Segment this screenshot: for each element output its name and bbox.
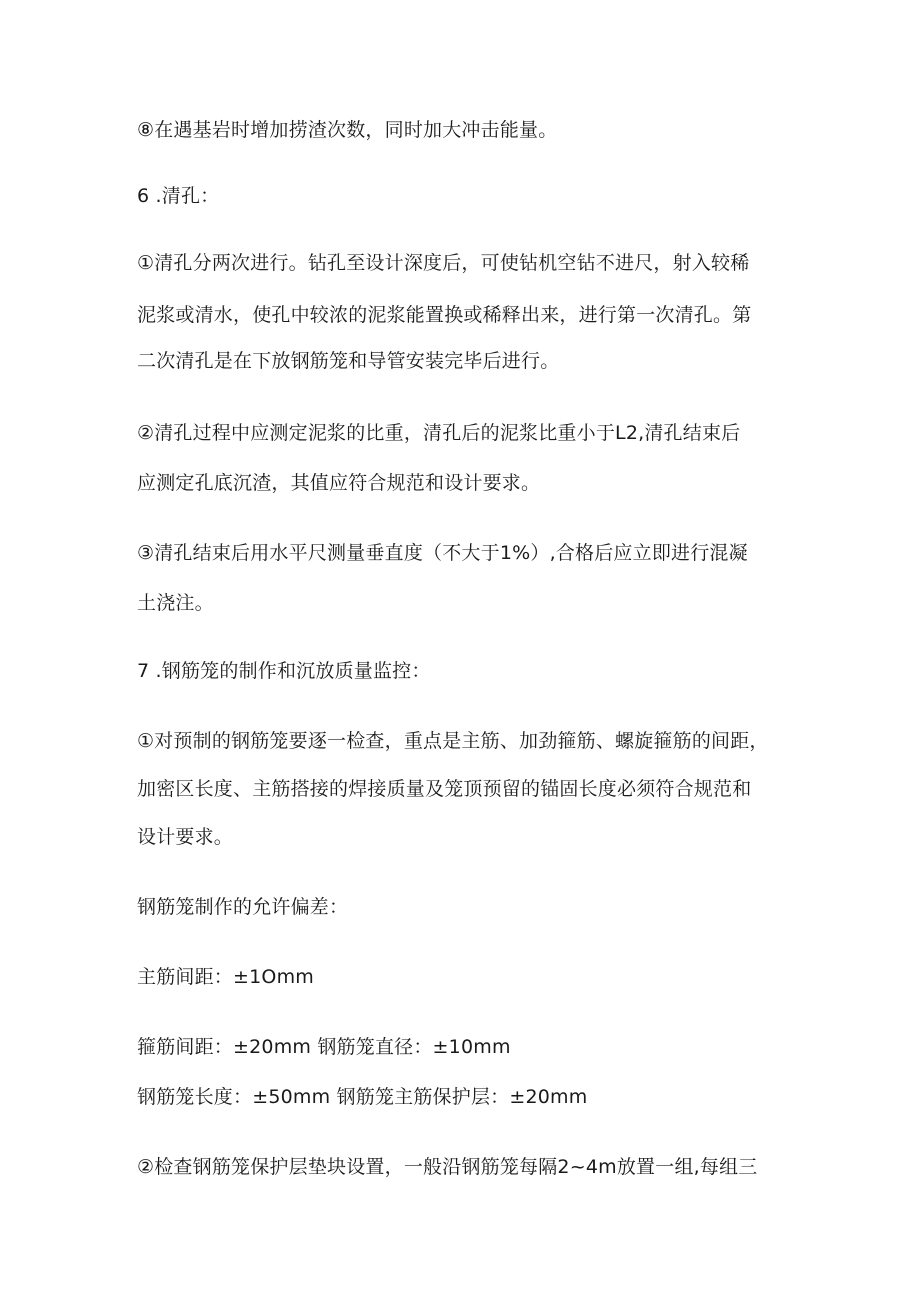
section-heading-hole-cleaning: 6 .清孔：: [137, 185, 220, 207]
tolerance-stirrup-diameter: 箍筋间距：±20mm 钢筋笼直径：±10mm: [137, 1036, 511, 1058]
paragraph-line-cleaning-1a: ①清孔分两次进行。钻孔至设计深度后，可使钻机空钻不进尺，射入较稀: [137, 252, 750, 274]
paragraph-line-cleaning-3b: 土浇注。: [137, 592, 214, 614]
paragraph-line-cleaning-2a: ②清孔过程中应测定泥浆的比重，清孔后的泥浆比重小于L2,清孔结束后: [137, 422, 741, 444]
paragraph-line-cleaning-1b: 泥浆或清水，使孔中较浓的泥浆能置换或稀释出来，进行第一次清孔。第: [137, 304, 752, 326]
paragraph-line-cleaning-1c: 二次清孔是在下放钢筋笼和导管安装完毕后进行。: [137, 350, 560, 372]
paragraph-line-rebar-1c: 设计要求。: [137, 826, 234, 848]
tolerance-main-bar-spacing: 主筋间距：±1Omm: [137, 966, 314, 988]
tolerance-length-cover: 钢筋笼长度：±50mm 钢筋笼主筋保护层：±20mm: [137, 1086, 588, 1108]
paragraph-line-cleaning-3a: ③清孔结束后用水平尺测量垂直度（不大于1%）,合格后应立即进行混凝: [137, 542, 748, 564]
paragraph-line-rebar-1a: ①对预制的钢筋笼要逐一检查，重点是主筋、加劲箍筋、螺旋箍筋的间距，: [137, 730, 769, 752]
paragraph-line-rebar-1b: 加密区长度、主筋搭接的焊接质量及笼顶预留的锚固长度必须符合规范和: [137, 778, 752, 800]
tolerance-heading: 钢筋笼制作的允许偏差：: [137, 896, 349, 918]
paragraph-line-item8-rock-slag: ⑧在遇基岩时增加捞渣次数，同时加大冲击能量。: [137, 119, 558, 141]
paragraph-line-rebar-2a: ②检查钢筋笼保护层垫块设置，一般沿钢筋笼每隔2~4m放置一组,每组三: [137, 1156, 758, 1178]
paragraph-line-cleaning-2b: 应测定孔底沉渣，其值应符合规范和设计要求。: [137, 472, 541, 494]
section-heading-rebar-cage: 7 .钢筋笼的制作和沉放质量监控：: [137, 660, 431, 682]
